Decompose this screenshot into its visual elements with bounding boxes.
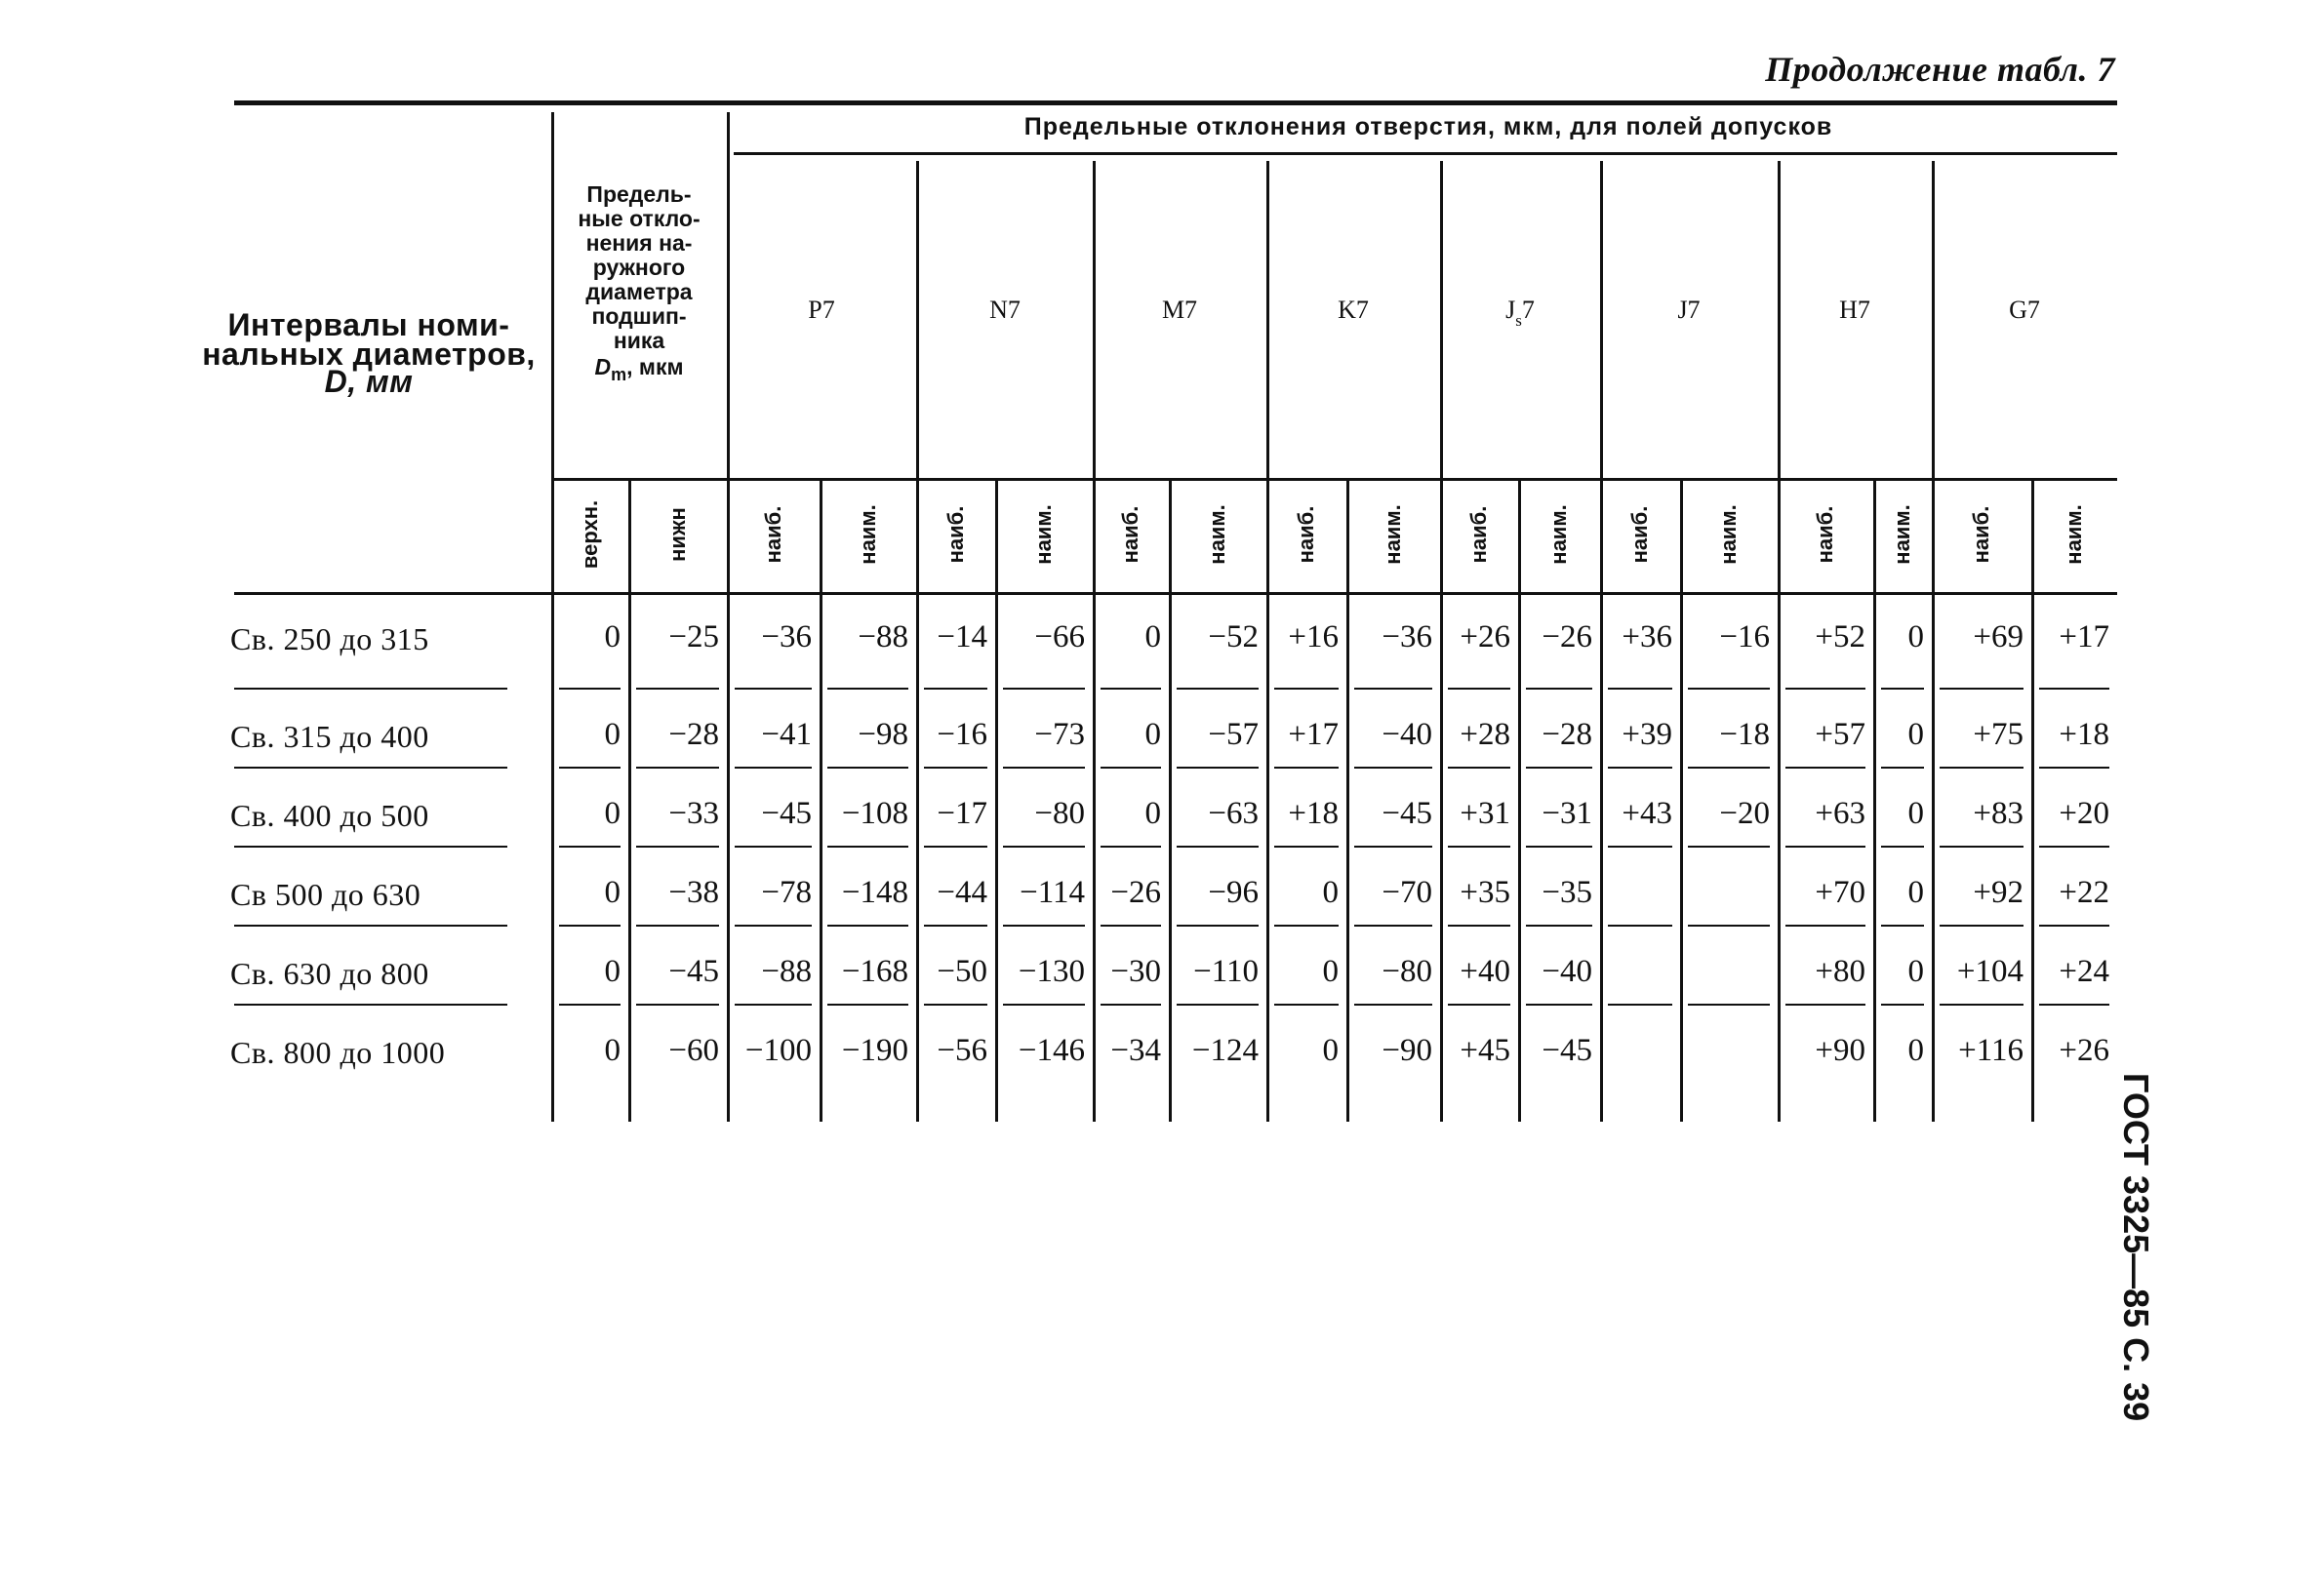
table-cell: −25 bbox=[668, 619, 719, 654]
table-cell: 0 bbox=[604, 796, 621, 831]
cell-separator bbox=[1608, 1004, 1672, 1006]
table-cell: −33 bbox=[668, 796, 719, 831]
cell-separator bbox=[1177, 688, 1259, 690]
subcolumn-separator bbox=[1346, 480, 1349, 1122]
table-cell: −16 bbox=[937, 717, 987, 752]
table-cell: −80 bbox=[1034, 796, 1085, 831]
table-cell: +43 bbox=[1622, 796, 1672, 831]
table-cell: +26 bbox=[1460, 619, 1510, 654]
field-separator bbox=[916, 161, 919, 1122]
tolerance-span-title: Предельные отклонения отверстия, мкм, для полей допусков bbox=[1023, 113, 1833, 140]
cell-separator bbox=[1785, 925, 1865, 927]
table-continuation-caption: Продолжение табл. 7 bbox=[1765, 50, 2115, 89]
subheader-7: наим. bbox=[1205, 504, 1229, 565]
table-cell: −168 bbox=[841, 954, 908, 989]
cell-separator bbox=[1940, 1004, 2023, 1006]
cell-separator bbox=[1881, 925, 1924, 927]
cell-separator bbox=[1608, 767, 1672, 769]
dm-subscript: m bbox=[611, 365, 627, 384]
cell-separator bbox=[924, 688, 987, 690]
subcolumn-separator bbox=[995, 480, 998, 1122]
table-cell: 0 bbox=[1907, 717, 1924, 752]
field-name-6 bbox=[1839, 296, 1870, 325]
subheader-13: наим. bbox=[1716, 504, 1741, 565]
table-cell: −45 bbox=[761, 796, 812, 831]
subheader-5: наим. bbox=[1031, 504, 1056, 565]
field-name-5 bbox=[1677, 296, 1700, 325]
dm-header-line: Предель- bbox=[586, 181, 692, 207]
table-cell: 0 bbox=[1907, 954, 1924, 989]
table-cell: 0 bbox=[1907, 1033, 1924, 1068]
field-name-3 bbox=[1338, 296, 1369, 325]
table-cell: −60 bbox=[668, 1033, 719, 1068]
cell-separator bbox=[1608, 846, 1672, 848]
cell-separator bbox=[924, 846, 987, 848]
row-label: Св. 400 до 500 bbox=[230, 798, 429, 833]
subheader-17: наим. bbox=[2062, 504, 2086, 565]
table-cell: −28 bbox=[668, 717, 719, 752]
table-cell: +40 bbox=[1460, 954, 1510, 989]
table-cell: +63 bbox=[1815, 796, 1865, 831]
table-cell: +80 bbox=[1815, 954, 1865, 989]
field-separator bbox=[1932, 161, 1935, 1122]
table-cell: 0 bbox=[1322, 1033, 1339, 1068]
cell-separator bbox=[2039, 767, 2109, 769]
table-cell: −17 bbox=[937, 796, 987, 831]
cell-separator bbox=[1101, 688, 1161, 690]
cell-separator bbox=[1688, 1004, 1770, 1006]
field-separator bbox=[1440, 161, 1443, 1122]
cell-separator bbox=[1274, 846, 1339, 848]
interval-header-line: Интервалы номи- bbox=[227, 307, 510, 342]
table-cell: 0 bbox=[1144, 619, 1161, 654]
subheader-3: наим. bbox=[855, 504, 880, 565]
cell-separator bbox=[1940, 846, 2023, 848]
dm-unit: , мкм bbox=[626, 354, 684, 379]
table-cell: +90 bbox=[1815, 1033, 1865, 1068]
cell-separator bbox=[1526, 688, 1592, 690]
cell-separator bbox=[1101, 925, 1161, 927]
header-bottom-rule bbox=[234, 592, 2117, 595]
table-cell: −88 bbox=[858, 619, 908, 654]
subcolumn-separator bbox=[1518, 480, 1521, 1122]
table-top-rule bbox=[234, 100, 2117, 105]
table-cell: −36 bbox=[1382, 619, 1432, 654]
cell-separator bbox=[1881, 846, 1924, 848]
field-name-2 bbox=[1162, 296, 1197, 325]
interval-header-line: нальных диаметров, bbox=[202, 337, 536, 372]
table-cell: −114 bbox=[1020, 875, 1085, 910]
field-name-main: G7 bbox=[2009, 296, 2040, 324]
cell-separator bbox=[735, 1004, 812, 1006]
cell-separator bbox=[1003, 1004, 1085, 1006]
table-cell: 0 bbox=[604, 619, 621, 654]
cell-separator bbox=[1881, 688, 1924, 690]
dm-header-line: ные откло- bbox=[578, 206, 701, 231]
cell-separator bbox=[1688, 846, 1770, 848]
table-cell: −124 bbox=[1191, 1033, 1259, 1068]
field-name-0 bbox=[808, 296, 834, 325]
table-cell: +17 bbox=[2059, 619, 2109, 654]
dm-col-separator bbox=[727, 112, 730, 1122]
cell-separator bbox=[924, 767, 987, 769]
field-name-subscript: s bbox=[1515, 311, 1522, 330]
cell-separator bbox=[1448, 767, 1510, 769]
cell-separator bbox=[1354, 925, 1432, 927]
table-cell: −146 bbox=[1018, 1033, 1085, 1068]
row-separator bbox=[234, 688, 507, 690]
table-cell: −38 bbox=[668, 875, 719, 910]
cell-separator bbox=[636, 688, 719, 690]
row-label: Св 500 до 630 bbox=[230, 877, 421, 912]
cell-separator bbox=[827, 846, 908, 848]
subheader-1: нижн bbox=[664, 507, 690, 562]
cell-separator bbox=[1274, 925, 1339, 927]
cell-separator bbox=[1177, 767, 1259, 769]
cell-separator bbox=[1101, 1004, 1161, 1006]
table-cell: 0 bbox=[1144, 796, 1161, 831]
table-cell: +16 bbox=[1288, 619, 1339, 654]
subcolumn-separator bbox=[1169, 480, 1172, 1122]
cell-separator bbox=[559, 1004, 621, 1006]
row-label: Св. 250 до 315 bbox=[230, 621, 429, 656]
table-cell: −31 bbox=[1542, 796, 1592, 831]
table-cell: +83 bbox=[1973, 796, 2023, 831]
field-name-main: N7 bbox=[989, 296, 1021, 324]
field-name-main: H7 bbox=[1839, 296, 1870, 324]
cell-separator bbox=[636, 846, 719, 848]
cell-separator bbox=[735, 846, 812, 848]
cell-separator bbox=[1354, 688, 1432, 690]
row-separator bbox=[234, 925, 507, 927]
cell-separator bbox=[924, 925, 987, 927]
subheader-12: наиб. bbox=[1627, 505, 1652, 564]
field-separator bbox=[1093, 161, 1096, 1122]
cell-separator bbox=[1003, 767, 1085, 769]
cell-separator bbox=[1881, 1004, 1924, 1006]
table-cell: 0 bbox=[604, 1033, 621, 1068]
table-cell: +92 bbox=[1973, 875, 2023, 910]
table-cell: −14 bbox=[937, 619, 987, 654]
cell-separator bbox=[1003, 688, 1085, 690]
table-cell: −34 bbox=[1110, 1033, 1161, 1068]
cell-separator bbox=[1881, 767, 1924, 769]
cell-separator bbox=[1688, 767, 1770, 769]
table-cell: −45 bbox=[1382, 796, 1432, 831]
interval-col-separator bbox=[551, 112, 554, 1122]
table-cell: −36 bbox=[761, 619, 812, 654]
table-cell: 0 bbox=[1907, 619, 1924, 654]
cell-separator bbox=[827, 688, 908, 690]
subheader-6: наиб. bbox=[1118, 505, 1142, 564]
subheader-16: наиб. bbox=[1969, 505, 1993, 564]
cell-separator bbox=[1608, 925, 1672, 927]
table-cell: +26 bbox=[2059, 1033, 2109, 1068]
row-separator bbox=[234, 846, 507, 848]
cell-separator bbox=[827, 1004, 908, 1006]
table-cell: −50 bbox=[937, 954, 987, 989]
cell-separator bbox=[2039, 1004, 2109, 1006]
table-cell: +24 bbox=[2059, 954, 2109, 989]
table-cell: −18 bbox=[1719, 717, 1770, 752]
cell-separator bbox=[924, 1004, 987, 1006]
table-cell: −57 bbox=[1208, 717, 1259, 752]
row-separator bbox=[234, 1004, 507, 1006]
cell-separator bbox=[636, 767, 719, 769]
cell-separator bbox=[559, 688, 621, 690]
table-cell: −52 bbox=[1208, 619, 1259, 654]
field-name-main: J bbox=[1505, 296, 1516, 324]
table-cell: +20 bbox=[2059, 796, 2109, 831]
table-cell: −44 bbox=[937, 875, 987, 910]
subheader-10: наиб. bbox=[1466, 505, 1491, 564]
cell-separator bbox=[1354, 1004, 1432, 1006]
table-cell: 0 bbox=[1322, 875, 1339, 910]
cell-separator bbox=[827, 925, 908, 927]
table-cell: +57 bbox=[1815, 717, 1865, 752]
cell-separator bbox=[1177, 846, 1259, 848]
cell-separator bbox=[1274, 688, 1339, 690]
table-cell: −148 bbox=[841, 875, 908, 910]
field-name-main: P7 bbox=[808, 296, 835, 324]
field-name-main: J7 bbox=[1677, 296, 1701, 324]
field-separator bbox=[1778, 161, 1781, 1122]
dm-header-line: ружного bbox=[592, 255, 686, 280]
cell-separator bbox=[1526, 846, 1592, 848]
cell-separator bbox=[559, 846, 621, 848]
table-cell: +45 bbox=[1460, 1033, 1510, 1068]
table-cell: −45 bbox=[668, 954, 719, 989]
document-code-side-label: ГОСТ 3325—85 С. 39 bbox=[2116, 1073, 2156, 1422]
table-cell: +22 bbox=[2059, 875, 2109, 910]
cell-separator bbox=[1448, 688, 1510, 690]
cell-separator bbox=[1785, 846, 1865, 848]
cell-separator bbox=[1177, 1004, 1259, 1006]
table-cell: −100 bbox=[744, 1033, 812, 1068]
cell-separator bbox=[1940, 688, 2023, 690]
cell-separator bbox=[1785, 767, 1865, 769]
field-separator bbox=[1266, 161, 1269, 1122]
table-cell: −16 bbox=[1719, 619, 1770, 654]
table-cell: +31 bbox=[1460, 796, 1510, 831]
cell-separator bbox=[559, 767, 621, 769]
table-cell: 0 bbox=[1322, 954, 1339, 989]
subcolumn-separator bbox=[2031, 480, 2034, 1122]
field-name-rest: 7 bbox=[1521, 296, 1535, 324]
cell-separator bbox=[827, 767, 908, 769]
cell-separator bbox=[735, 767, 812, 769]
cell-separator bbox=[2039, 925, 2109, 927]
cell-separator bbox=[1526, 1004, 1592, 1006]
table-cell: +104 bbox=[1956, 954, 2023, 989]
table-cell: −190 bbox=[841, 1033, 908, 1068]
cell-separator bbox=[1688, 925, 1770, 927]
cell-separator bbox=[735, 925, 812, 927]
subcolumn-separator bbox=[1680, 480, 1683, 1122]
field-name-main: M7 bbox=[1161, 296, 1198, 324]
table-cell: 0 bbox=[1907, 875, 1924, 910]
subheader-4: наиб. bbox=[942, 505, 968, 564]
table-cell: −63 bbox=[1208, 796, 1259, 831]
cell-separator bbox=[2039, 846, 2109, 848]
subheader-2: наиб. bbox=[760, 505, 785, 564]
subheader-11: наим. bbox=[1546, 504, 1571, 565]
cell-separator bbox=[636, 1004, 719, 1006]
cell-separator bbox=[1354, 846, 1432, 848]
cell-separator bbox=[1274, 1004, 1339, 1006]
field-names-rule bbox=[551, 478, 2117, 481]
table-cell: +75 bbox=[1973, 717, 2023, 752]
table-cell: +17 bbox=[1288, 717, 1339, 752]
cell-separator bbox=[1688, 688, 1770, 690]
cell-separator bbox=[1608, 688, 1672, 690]
table-cell: −90 bbox=[1382, 1033, 1432, 1068]
cell-separator bbox=[1448, 1004, 1510, 1006]
table-cell: −28 bbox=[1542, 717, 1592, 752]
field-name-1 bbox=[989, 296, 1021, 325]
cell-separator bbox=[1354, 767, 1432, 769]
cell-separator bbox=[1448, 846, 1510, 848]
table-cell: −40 bbox=[1542, 954, 1592, 989]
dm-header-line: нения на- bbox=[585, 230, 693, 256]
table-cell: +69 bbox=[1973, 619, 2023, 654]
table-cell: −98 bbox=[858, 717, 908, 752]
table-cell: +28 bbox=[1460, 717, 1510, 752]
row-separator bbox=[234, 767, 507, 769]
subheader-0: верхн. bbox=[577, 499, 602, 570]
table-cell: +116 bbox=[1958, 1033, 2023, 1068]
table-cell: +35 bbox=[1460, 875, 1510, 910]
table-cell: 0 bbox=[1144, 717, 1161, 752]
table-cell: −78 bbox=[761, 875, 812, 910]
cell-separator bbox=[1003, 846, 1085, 848]
field-name-7 bbox=[2009, 296, 2040, 325]
table-cell: −70 bbox=[1382, 875, 1432, 910]
subcolumn-separator bbox=[820, 480, 822, 1122]
table-cell: −20 bbox=[1719, 796, 1770, 831]
table-cell: −130 bbox=[1018, 954, 1085, 989]
dm-header-line: подшип- bbox=[591, 303, 687, 329]
table-cell: +18 bbox=[1288, 796, 1339, 831]
cell-separator bbox=[1940, 767, 2023, 769]
cell-separator bbox=[559, 925, 621, 927]
table-cell: −80 bbox=[1382, 954, 1432, 989]
table-cell: −66 bbox=[1034, 619, 1085, 654]
row-label: Св. 315 до 400 bbox=[230, 719, 429, 754]
table-cell: −88 bbox=[761, 954, 812, 989]
cell-separator bbox=[1003, 925, 1085, 927]
table-cell: 0 bbox=[604, 717, 621, 752]
table-cell: −96 bbox=[1208, 875, 1259, 910]
subheader-15: наим. bbox=[1890, 504, 1914, 565]
cell-separator bbox=[1526, 925, 1592, 927]
cell-separator bbox=[1274, 767, 1339, 769]
interval-header-line bbox=[325, 364, 414, 400]
table-cell: −30 bbox=[1110, 954, 1161, 989]
table-cell: −26 bbox=[1110, 875, 1161, 910]
field-name-4 bbox=[1505, 296, 1535, 331]
cell-separator bbox=[2039, 688, 2109, 690]
row-label: Св. 800 до 1000 bbox=[230, 1035, 446, 1070]
table-cell: −110 bbox=[1193, 954, 1259, 989]
table-cell: +18 bbox=[2059, 717, 2109, 752]
span-title-rule bbox=[734, 152, 2117, 155]
table-cell: −26 bbox=[1542, 619, 1592, 654]
cell-separator bbox=[1448, 925, 1510, 927]
cell-separator bbox=[1177, 925, 1259, 927]
table-cell: −40 bbox=[1382, 717, 1432, 752]
dm-symbol: D bbox=[594, 354, 612, 379]
dm-header-line bbox=[595, 354, 684, 385]
subheader-14: наиб. bbox=[1813, 505, 1837, 564]
table-cell: +36 bbox=[1622, 619, 1672, 654]
table-cell: 0 bbox=[1907, 796, 1924, 831]
cell-separator bbox=[1940, 925, 2023, 927]
subcolumn-separator bbox=[1873, 480, 1876, 1122]
table-cell: −41 bbox=[761, 717, 812, 752]
cell-separator bbox=[1526, 767, 1592, 769]
interval-header-d: D, мм bbox=[324, 364, 414, 399]
cell-separator bbox=[1785, 688, 1865, 690]
cell-separator bbox=[735, 688, 812, 690]
subheader-9: наим. bbox=[1381, 504, 1405, 565]
table-cell: −108 bbox=[841, 796, 908, 831]
cell-separator bbox=[1101, 767, 1161, 769]
table-cell: 0 bbox=[604, 954, 621, 989]
table-cell: +39 bbox=[1622, 717, 1672, 752]
table-cell: −45 bbox=[1542, 1033, 1592, 1068]
field-name-main: K7 bbox=[1338, 296, 1369, 324]
dm-header-line: диаметра bbox=[585, 279, 693, 304]
cell-separator bbox=[1785, 1004, 1865, 1006]
cell-separator bbox=[1101, 846, 1161, 848]
field-separator bbox=[1600, 161, 1603, 1122]
cell-separator bbox=[636, 925, 719, 927]
row-label: Св. 630 до 800 bbox=[230, 956, 429, 991]
table-cell: 0 bbox=[604, 875, 621, 910]
dm-header-line: ника bbox=[613, 328, 665, 353]
table-cell: +70 bbox=[1815, 875, 1865, 910]
subcolumn-separator bbox=[628, 480, 631, 1122]
subheader-8: наиб. bbox=[1294, 505, 1318, 564]
table-cell: +52 bbox=[1815, 619, 1865, 654]
table-cell: −35 bbox=[1542, 875, 1592, 910]
table-cell: −73 bbox=[1034, 717, 1085, 752]
table-cell: −56 bbox=[937, 1033, 987, 1068]
